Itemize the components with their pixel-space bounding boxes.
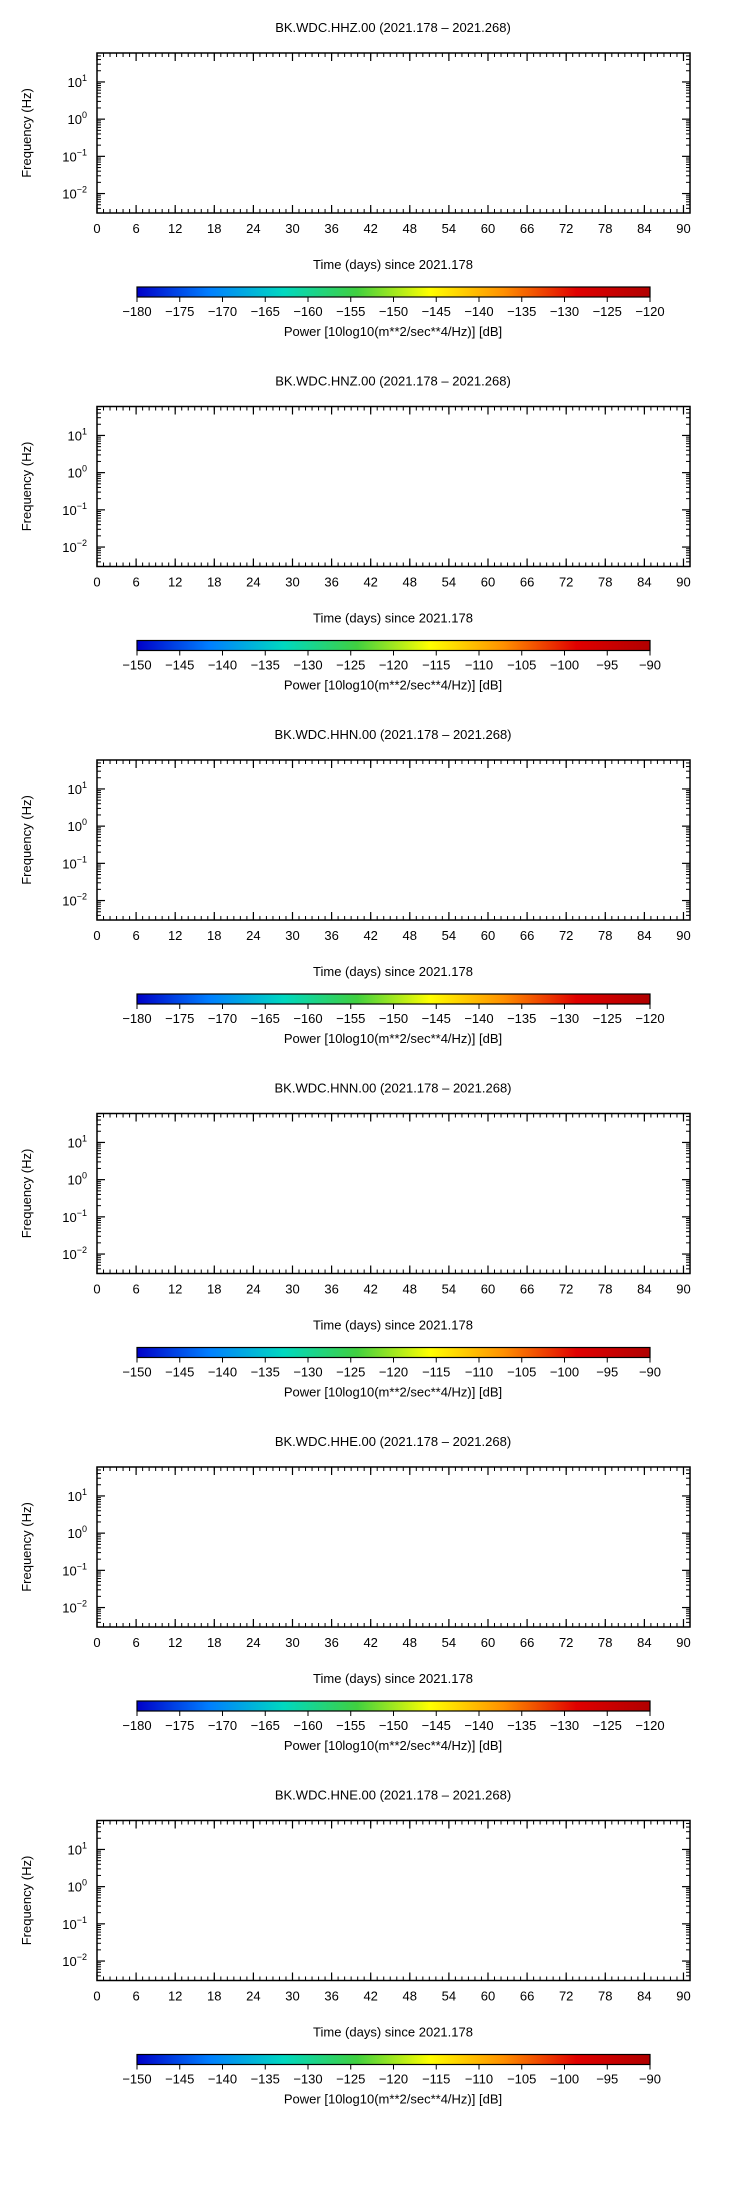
x-tick-label: 66 [519, 1635, 535, 1650]
x-tick-label: 24 [246, 574, 261, 590]
plot-area [97, 1467, 690, 1627]
x-tick-label: 12 [167, 928, 183, 943]
colorbar-tick-label: −120 [378, 657, 409, 673]
colorbar-tick-label: −120 [635, 304, 665, 319]
x-tick-label: 24 [246, 1988, 261, 2004]
colorbar-tick-label: −105 [507, 1364, 537, 1380]
x-tick-label: 78 [598, 1635, 613, 1650]
chart-title: BK.WDC.HHE.00 (2021.178 – 2021.268) [274, 1434, 512, 1449]
y-tick-label: $10^0$ [67, 1877, 87, 1895]
colorbar-tick-label: −95 [596, 1364, 619, 1380]
x-tick-label: 36 [324, 928, 339, 943]
chart-title: BK.WDC.HNE.00 (2021.178 – 2021.268) [274, 1787, 512, 1803]
x-tick-label: 66 [519, 1988, 535, 2004]
colorbar-tick-label: −165 [250, 304, 280, 319]
spectrogram-panel [19, 20, 691, 339]
colorbar-tick-label: −155 [336, 1011, 366, 1026]
colorbar-tick-label: −140 [207, 2071, 238, 2087]
colorbar-tick-label: −135 [507, 304, 537, 319]
plot-area [97, 760, 690, 920]
colorbar-tick-label: −155 [336, 1718, 366, 1733]
x-tick-label: 0 [93, 574, 101, 590]
colorbar-label: Power [10log10(m**2/sec**4/Hz)] [dB] [283, 1384, 503, 1400]
x-tick-label: 72 [558, 1281, 574, 1297]
x-tick-label: 54 [441, 1988, 457, 2004]
colorbar-tick-label: −135 [507, 1011, 537, 1026]
y-axis-label: Frequency (Hz) [19, 1502, 34, 1592]
colorbar-tick-label: −120 [378, 1364, 409, 1380]
x-tick-label: 30 [285, 574, 300, 590]
y-tick-label: $10^{-2}$ [62, 538, 87, 556]
x-tick-label: 54 [441, 928, 457, 943]
x-tick-label: 42 [363, 574, 378, 590]
colorbar-tick-label: −145 [165, 2071, 195, 2087]
colorbar-tick-label: −130 [293, 657, 323, 673]
x-tick-label: 72 [558, 574, 574, 590]
x-tick-label: 54 [441, 1281, 457, 1297]
x-tick-label: 48 [402, 1988, 418, 2004]
colorbar-tick-label: −175 [165, 1011, 195, 1026]
colorbar-tick-label: −145 [421, 1011, 451, 1026]
colorbar [137, 994, 650, 1004]
x-tick-label: 24 [246, 1281, 261, 1297]
colorbar-label: Power [10log10(m**2/sec**4/Hz)] [dB] [283, 2091, 503, 2107]
x-tick-label: 90 [676, 1635, 691, 1650]
x-tick-label: 12 [167, 221, 183, 236]
colorbar-tick-label: −160 [293, 304, 323, 319]
colorbar-tick-label: −120 [635, 1011, 665, 1026]
colorbar-tick-label: −180 [122, 1718, 152, 1733]
colorbar-tick-label: −125 [592, 1011, 622, 1026]
colorbar-tick-label: −115 [422, 1364, 451, 1380]
y-tick-label: $10^0$ [67, 110, 87, 128]
colorbar-tick-label: −150 [378, 1011, 409, 1026]
x-tick-label: 60 [480, 1988, 496, 2004]
colorbar-tick-label: −150 [122, 1364, 152, 1380]
colorbar-tick-label: −150 [378, 1718, 409, 1733]
plot-area [97, 53, 690, 213]
x-tick-label: 6 [132, 1988, 140, 2004]
x-tick-label: 12 [167, 1988, 183, 2004]
x-tick-label: 48 [402, 928, 418, 943]
chart-title: BK.WDC.HNN.00 (2021.178 – 2021.268) [274, 1080, 512, 1096]
x-tick-label: 0 [93, 928, 101, 943]
plot-area [97, 1114, 690, 1274]
x-tick-label: 36 [324, 1281, 339, 1297]
colorbar-tick-label: −140 [464, 1718, 494, 1733]
y-tick-label: $10^{-2}$ [62, 891, 87, 909]
x-tick-label: 66 [519, 1281, 535, 1297]
x-tick-label: 60 [480, 928, 496, 943]
x-tick-label: 72 [558, 928, 574, 943]
colorbar-tick-label: −140 [207, 657, 238, 673]
y-axis-label: Frequency (Hz) [19, 88, 34, 178]
colorbar-tick-label: −95 [596, 2071, 619, 2087]
colorbar-label: Power [10log10(m**2/sec**4/Hz)] [dB] [283, 677, 503, 693]
colorbar-tick-label: −100 [549, 2071, 580, 2087]
colorbar-tick-label: −125 [336, 1364, 366, 1380]
colorbar-tick-label: −135 [250, 657, 280, 673]
x-tick-label: 66 [519, 928, 535, 943]
x-tick-label: 72 [558, 1635, 574, 1650]
colorbar-tick-label: −100 [549, 657, 580, 673]
x-tick-label: 6 [132, 574, 140, 590]
x-tick-label: 90 [676, 928, 691, 943]
colorbar [137, 287, 650, 297]
colorbar-tick-label: −115 [422, 2071, 451, 2087]
x-axis-label: Time (days) since 2021.178 [313, 1671, 473, 1686]
colorbar-tick-label: −130 [293, 2071, 323, 2087]
x-tick-label: 90 [676, 574, 691, 590]
colorbar-tick-label: −95 [596, 657, 619, 673]
x-tick-label: 30 [285, 928, 300, 943]
x-axis-label: Time (days) since 2021.178 [313, 257, 473, 272]
x-tick-label: 24 [246, 1635, 261, 1650]
y-axis-label: Frequency (Hz) [19, 1855, 34, 1946]
y-tick-label: $10^0$ [67, 817, 87, 835]
colorbar-tick-label: −175 [165, 304, 195, 319]
colorbar-tick-label: −110 [464, 1364, 494, 1380]
x-tick-label: 60 [480, 221, 496, 236]
spectrogram-panel [19, 1788, 691, 2107]
x-tick-label: 84 [637, 1988, 652, 2004]
x-tick-label: 18 [207, 1635, 222, 1650]
x-tick-label: 6 [132, 928, 140, 943]
colorbar-tick-label: −135 [507, 1718, 537, 1733]
y-tick-label: $10^1$ [67, 72, 87, 90]
x-tick-label: 36 [324, 1635, 339, 1650]
colorbar-tick-label: −105 [507, 2071, 537, 2087]
x-axis-label: Time (days) since 2021.178 [313, 610, 473, 626]
x-tick-label: 78 [598, 1988, 613, 2004]
y-tick-label: $10^{-2}$ [62, 1952, 87, 1970]
x-tick-label: 60 [480, 1635, 496, 1650]
colorbar-tick-label: −170 [207, 304, 238, 319]
x-tick-label: 6 [132, 221, 140, 236]
x-tick-label: 90 [676, 1988, 691, 2004]
colorbar-tick-label: −110 [464, 2071, 494, 2087]
y-tick-label: $10^{-1}$ [62, 1561, 87, 1579]
colorbar [137, 2055, 650, 2065]
colorbar-tick-label: −140 [464, 304, 494, 319]
x-tick-label: 84 [637, 1635, 652, 1650]
x-axis-label: Time (days) since 2021.178 [313, 2024, 473, 2040]
colorbar [137, 1701, 650, 1711]
x-tick-label: 0 [93, 1635, 101, 1650]
y-tick-label: $10^1$ [67, 1133, 87, 1151]
colorbar-tick-label: −115 [422, 657, 451, 673]
y-tick-label: $10^{-2}$ [62, 184, 87, 202]
x-tick-label: 0 [93, 1988, 101, 2004]
colorbar-tick-label: −140 [464, 1011, 494, 1026]
y-tick-label: $10^1$ [67, 1840, 87, 1858]
x-tick-label: 42 [363, 928, 378, 943]
x-tick-label: 42 [363, 1988, 378, 2004]
x-tick-label: 90 [676, 1281, 691, 1297]
x-tick-label: 60 [480, 1281, 496, 1297]
chart-title: BK.WDC.HNZ.00 (2021.178 – 2021.268) [275, 373, 511, 389]
y-tick-label: $10^1$ [67, 779, 87, 797]
colorbar [137, 1348, 650, 1358]
x-tick-label: 36 [324, 221, 339, 236]
colorbar-tick-label: −135 [250, 2071, 280, 2087]
x-tick-label: 36 [324, 1988, 339, 2004]
x-tick-label: 42 [363, 1635, 378, 1650]
colorbar-tick-label: −125 [592, 1718, 622, 1733]
spectrogram-panel [19, 727, 691, 1046]
colorbar-tick-label: −180 [122, 1011, 152, 1026]
x-tick-label: 30 [285, 1988, 300, 2004]
y-tick-label: $10^1$ [67, 426, 87, 444]
colorbar-tick-label: −110 [464, 657, 494, 673]
colorbar-tick-label: −125 [336, 657, 366, 673]
colorbar-tick-label: −125 [336, 2071, 366, 2087]
x-tick-label: 0 [93, 221, 101, 236]
colorbar-tick-label: −130 [293, 1364, 323, 1380]
x-tick-label: 84 [637, 221, 652, 236]
colorbar-tick-label: −160 [293, 1718, 323, 1733]
colorbar-tick-label: −90 [638, 2071, 662, 2087]
colorbar-tick-label: −120 [378, 2071, 409, 2087]
colorbar-tick-label: −130 [549, 1718, 580, 1733]
colorbar-tick-label: −160 [293, 1011, 323, 1026]
x-tick-label: 78 [598, 928, 613, 943]
x-tick-label: 30 [285, 221, 300, 236]
colorbar-tick-label: −150 [122, 2071, 152, 2087]
x-tick-label: 54 [441, 221, 457, 236]
x-tick-label: 18 [207, 221, 222, 236]
x-tick-label: 72 [558, 221, 574, 236]
colorbar-tick-label: −150 [122, 657, 152, 673]
x-axis-label: Time (days) since 2021.178 [313, 964, 473, 979]
x-tick-label: 0 [93, 1281, 101, 1297]
x-tick-label: 72 [558, 1988, 574, 2004]
colorbar-tick-label: −135 [250, 1364, 280, 1380]
x-tick-label: 84 [637, 928, 652, 943]
x-axis-label: Time (days) since 2021.178 [313, 1317, 473, 1333]
x-tick-label: 54 [441, 574, 457, 590]
y-tick-label: $10^{-1}$ [62, 854, 87, 872]
colorbar-tick-label: −170 [207, 1011, 238, 1026]
x-tick-label: 18 [207, 928, 222, 943]
x-tick-label: 30 [285, 1281, 300, 1297]
x-tick-label: 48 [402, 1281, 418, 1297]
x-tick-label: 12 [167, 574, 183, 590]
colorbar-tick-label: −125 [592, 304, 622, 319]
x-tick-label: 24 [246, 221, 261, 236]
chart-title: BK.WDC.HHZ.00 (2021.178 – 2021.268) [275, 20, 511, 35]
colorbar-tick-label: −145 [165, 1364, 195, 1380]
x-tick-label: 6 [132, 1281, 140, 1297]
x-tick-label: 48 [402, 574, 418, 590]
colorbar-tick-label: −155 [336, 304, 366, 319]
colorbar-tick-label: −145 [421, 304, 451, 319]
colorbar-tick-label: −165 [250, 1011, 280, 1026]
x-tick-label: 12 [167, 1635, 183, 1650]
colorbar [137, 641, 650, 651]
y-tick-label: $10^{-1}$ [62, 500, 87, 518]
x-tick-label: 84 [637, 1281, 652, 1297]
colorbar-tick-label: −175 [165, 1718, 195, 1733]
colorbar-tick-label: −130 [549, 1011, 580, 1026]
x-tick-label: 66 [519, 574, 535, 590]
colorbar-tick-label: −140 [207, 1364, 238, 1380]
y-tick-label: $10^1$ [67, 1486, 87, 1504]
x-tick-label: 42 [363, 1281, 378, 1297]
colorbar-tick-label: −165 [250, 1718, 280, 1733]
spectrogram-panel [19, 1434, 691, 1753]
y-tick-label: $10^{-1}$ [62, 1207, 87, 1225]
x-tick-label: 18 [207, 574, 222, 590]
plot-area [97, 1821, 690, 1981]
x-tick-label: 54 [441, 1635, 457, 1650]
x-tick-label: 42 [363, 221, 378, 236]
x-tick-label: 90 [676, 221, 691, 236]
x-tick-label: 18 [207, 1281, 222, 1297]
x-tick-label: 78 [598, 221, 613, 236]
y-tick-label: $10^{-2}$ [62, 1245, 87, 1263]
x-tick-label: 24 [246, 928, 261, 943]
colorbar-tick-label: −120 [635, 1718, 665, 1733]
y-tick-label: $10^{-1}$ [62, 147, 87, 165]
x-tick-label: 18 [207, 1988, 222, 2004]
colorbar-tick-label: −145 [421, 1718, 451, 1733]
chart-title: BK.WDC.HHN.00 (2021.178 – 2021.268) [274, 727, 512, 742]
colorbar-tick-label: −90 [638, 1364, 662, 1380]
colorbar-tick-label: −90 [638, 657, 662, 673]
plot-area [97, 407, 690, 567]
colorbar-tick-label: −150 [378, 304, 409, 319]
spectrogram-panel [19, 374, 691, 693]
colorbar-tick-label: −100 [549, 1364, 580, 1380]
y-axis-label: Frequency (Hz) [19, 1148, 34, 1239]
colorbar-label: Power [10log10(m**2/sec**4/Hz)] [dB] [283, 1031, 503, 1046]
x-tick-label: 48 [402, 221, 418, 236]
y-tick-label: $10^{-1}$ [62, 1914, 87, 1932]
x-tick-label: 30 [285, 1635, 300, 1650]
y-tick-label: $10^0$ [67, 1170, 87, 1188]
y-tick-label: $10^0$ [67, 463, 87, 481]
y-tick-label: $10^{-2}$ [62, 1598, 87, 1616]
x-tick-label: 60 [480, 574, 496, 590]
x-tick-label: 12 [167, 1281, 183, 1297]
colorbar-tick-label: −170 [207, 1718, 238, 1733]
x-tick-label: 84 [637, 574, 652, 590]
x-tick-label: 78 [598, 574, 613, 590]
colorbar-tick-label: −180 [122, 304, 152, 319]
colorbar-tick-label: −130 [549, 304, 580, 319]
x-tick-label: 6 [132, 1635, 140, 1650]
y-axis-label: Frequency (Hz) [19, 795, 34, 885]
x-tick-label: 36 [324, 574, 339, 590]
colorbar-label: Power [10log10(m**2/sec**4/Hz)] [dB] [283, 324, 503, 339]
y-axis-label: Frequency (Hz) [19, 441, 34, 532]
colorbar-label: Power [10log10(m**2/sec**4/Hz)] [dB] [283, 1738, 503, 1753]
y-tick-label: $10^0$ [67, 1524, 87, 1542]
colorbar-tick-label: −145 [165, 657, 195, 673]
x-tick-label: 78 [598, 1281, 613, 1297]
colorbar-tick-label: −105 [507, 657, 537, 673]
x-tick-label: 48 [402, 1635, 418, 1650]
x-tick-label: 66 [519, 221, 535, 236]
spectrogram-panel [19, 1081, 691, 1400]
